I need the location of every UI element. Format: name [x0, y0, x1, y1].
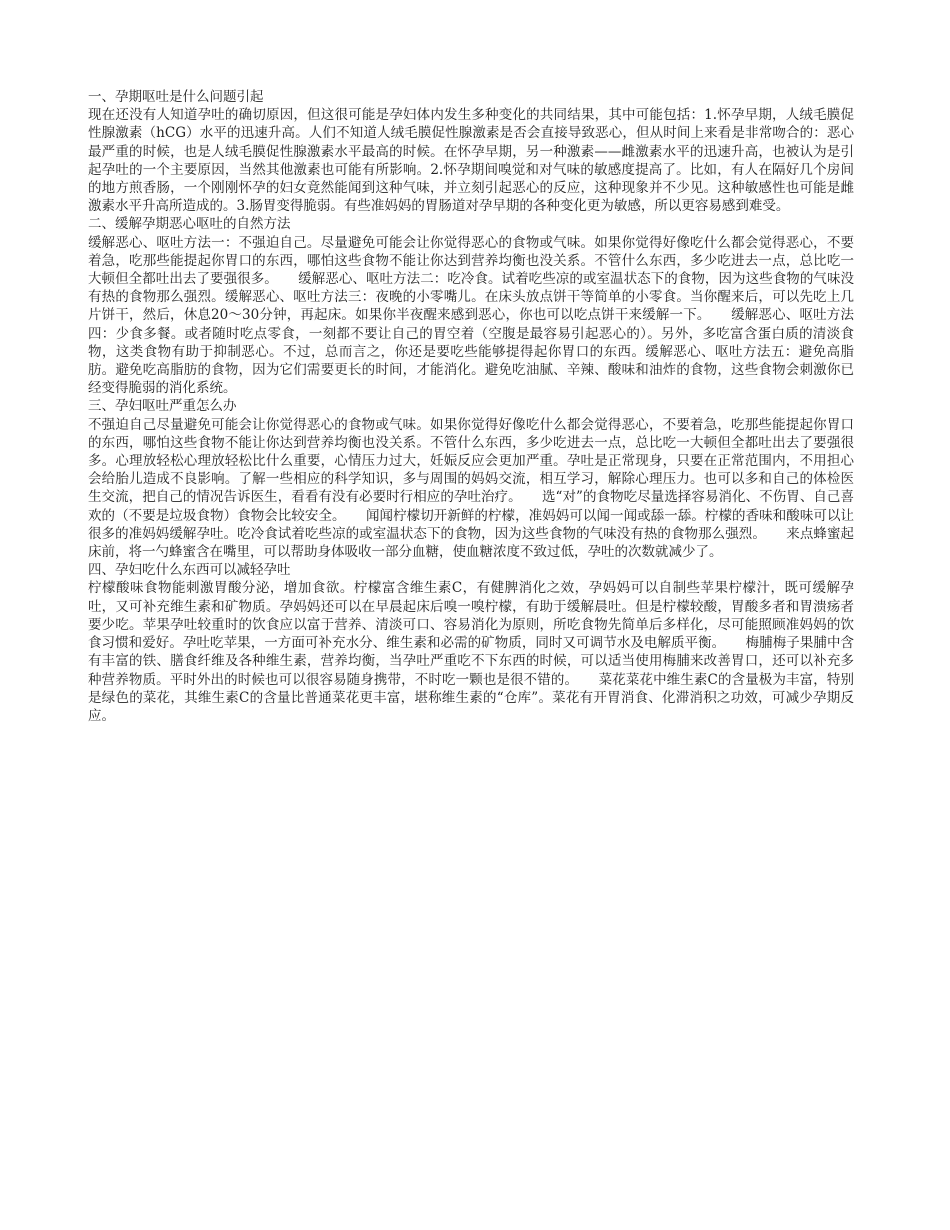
document-body: [88, 88, 854, 725]
section-body-natural-remedies: 缓解恶心、呕吐方法一：不强迫自己。尽量避免可能会让你觉得恶心的食物或气味。如果你觉得好像吃什么都会觉得恶心，不要着急，吃那些能提起你胃口的东西，哪怕这些食物不能让你达到营养均衡也没关系。不管什么东西，多少吃进去一点，总比吃一大顿但全都吐出去了要强很多。 缓解恶心、呕吐方法二：吃冷食。试着吃些凉的或室温状态下的食物，因为这些食物的气味没有热的食物那么强烈。缓解恶心、呕吐方法三：夜晚的小零嘴儿。在床头放点饼干等简单的小零食。当你醒来后，可以先吃上几片饼干，然后，休息20～30分钟，再起床。如果你半夜醒来感到恶心，你也可以吃点饼干来缓解一下。 缓解恶心、呕吐方法四：少食多餐。或者随时吃点零食，一刻都不要让自己的胃空着（空腹是最容易引起恶心的）。另外，多吃富含蛋白质的清淡食物，这类食物有助于抑制恶心。不过，总而言之，你还是要吃些能够提得起你胃口的东西。缓解恶心、呕吐方法五：避免高脂肪。避免吃高脂肪的食物，因为它们需要更长的时间，才能消化。避免吃油腻、辛辣、酸味和油炸的食物，这些食物会刺激你已经变得脆弱的消化系统。: [88, 234, 854, 397]
section-body-severe-vomiting: 不强迫自己尽量避免可能会让你觉得恶心的食物或气味。如果你觉得好像吃什么都会觉得恶心，不要着急，吃那些能提起你胃口的东西，哪怕这些食物不能让你达到营养均衡也没关系。不管什么东西，多少吃进去一点，总比吃一大顿但全都吐出去了要强很多。心理放轻松心理放轻松比什么重要，心情压力过大，妊娠反应会更加严重。孕吐是正常现身，只要在正常范围内，不用担心会给胎儿造成不良影响。了解一些相应的科学知识，多与周围的妈妈交流，相互学习，解除心理压力。也可以多和自己的体检医生交流，把自己的情况告诉医生，看看有没有必要时行相应的孕吐治疗。 选“对”的食物吃尽量选择容易消化、不伤胃、自己喜欢的（不要是垃圾食物）食物会比较安全。 闻闻柠檬切开新鲜的柠檬，准妈妈可以闻一闻或舔一舔。柠檬的香味和酸味可以让很多的准妈妈缓解孕吐。吃冷食试着吃些凉的或室温状态下的食物，因为这些食物的气味没有热的食物那么强烈。 来点蜂蜜起床前，将一勺蜂蜜含在嘴里，可以帮助身体吸收一部分血糖，使血糖浓度不致过低，孕吐的次数就减少了。: [88, 416, 854, 561]
section-title-foods: 四、孕妇吃什么东西可以减轻孕吐: [88, 562, 291, 579]
section-body-cause: 现在还没有人知道孕吐的确切原因，但这很可能是孕妇体内发生多种变化的共同结果，其中可能包括：1.怀孕早期，人绒毛膜促性腺激素（hCG）水平的迅速升高。人们不知道人绒毛膜促性腺激素是否会直接导致恶心，但从时间上来看是非常吻合的：恶心最严重的时候，也是人绒毛膜促性腺激素水平最高的时候。在怀孕早期，另一种激素——雌激素水平的迅速升高，也被认为是引起孕吐的一个主要原因，当然其他激素也可能有所影响。2.怀孕期间嗅觉和对气味的敏感度提高了。比如，有人在隔好几个房间的地方煎香肠，一个刚刚怀孕的妇女竟然能闻到这种气味，并立刻引起恶心的反应，这种现象并不少见。这种敏感性也可能是雌激素水平升高所造成的。3.肠胃变得脆弱。有些准妈妈的胃肠道对孕早期的各种变化更为敏感，所以更容易感到难受。: [88, 107, 854, 215]
section-title-severe-vomiting: 三、孕妇呕吐严重怎么办: [88, 398, 237, 415]
section-title-natural-remedies: 二、缓解孕期恶心呕吐的自然方法: [88, 216, 291, 233]
section-body-foods: 柠檬酸味食物能刺激胃酸分泌，增加食欲。柠檬富含维生素C，有健脾消化之效，孕妈妈可以自制些苹果柠檬汁，既可缓解孕吐，又可补充维生素和矿物质。孕妈妈还可以在早晨起床后嗅一嗅柠檬，有助于缓解晨吐。但是柠檬较酸，胃酸多者和胃溃疡者要少吃。苹果孕吐较重时的饮食应以富于营养、清淡可口、容易消化为原则，所吃食物先简单后多样化，尽可能照顾准妈妈的饮食习惯和爱好。孕吐吃苹果，一方面可补充水分、维生素和必需的矿物质，同时又可调节水及电解质平衡。 梅脯梅子果脯中含有丰富的铁、膳食纤维及各种维生素，营养均衡，当孕吐严重吃不下东西的时候，可以适当使用梅脯来改善胃口，还可以补充多种营养物质。平时外出的时候也可以很容易随身携带，不时吃一颗也是很不错的。 菜花菜花中维生素C的含量极为丰富，特别是绿色的菜花，其维生素C的含量比普通菜花更丰富，堪称维生素的“仓库”。菜花有开胃消食、化滞消积之功效，可减少孕期反应。: [88, 580, 854, 724]
section-title-cause: 一、孕期呕吐是什么问题引起: [88, 89, 264, 105]
